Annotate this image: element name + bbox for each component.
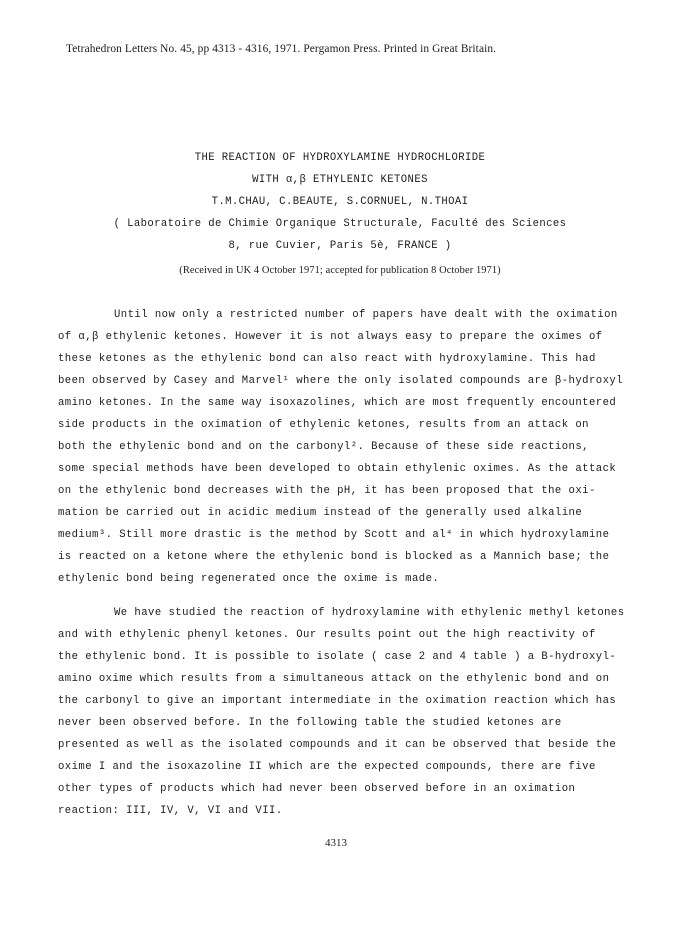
text-line: the carbonyl to give an important intermediate in the oximation reaction which has — [58, 695, 617, 707]
text-line: other types of products which had never been observed before in an oximation — [58, 783, 576, 795]
affiliation-line-2: 8, rue Cuvier, Paris 5è, FRANCE ) — [228, 240, 452, 252]
text-line: some special methods have been developed to obtain ethylenic oximes. As the attack — [58, 463, 617, 475]
page-number: 4313 — [325, 837, 347, 849]
text-line: amino ketones. In the same way isoxazolines, which are most frequently encountered — [58, 397, 617, 409]
text-line: is reacted on a ketone where the ethylenic bond is blocked as a Mannich base; the — [58, 551, 610, 563]
text-line: both the ethylenic bond and on the carbonyl². Because of these side reactions, — [58, 441, 589, 453]
text-line: ethylenic bond being regenerated once the oxime is made. — [58, 573, 440, 585]
text-line: reaction: III, IV, V, VI and VII. — [58, 805, 283, 817]
text-line: the ethylenic bond. It is possible to isolate ( case 2 and 4 table ) a B-hydroxyl- — [58, 651, 617, 663]
text-line: oxime I and the isoxazoline II which are the expected compounds, there are five — [58, 761, 596, 773]
text-line: presented as well as the isolated compounds and it can be observed that beside the — [58, 739, 617, 751]
text-line: been observed by Casey and Marvel¹ where the only isolated compounds are β-hydroxyl — [58, 375, 624, 387]
text-line: of α,β ethylenic ketones. However it is not always easy to prepare the oximes of — [58, 331, 603, 343]
article-title-line-2: WITH α,β ETHYLENIC KETONES — [252, 174, 428, 186]
text-line: amino oxime which results from a simultaneous attack on the ethylenic bond and on — [58, 673, 610, 685]
text-line: mation be carried out in acidic medium instead of the generally used alkaline — [58, 507, 583, 519]
text-line: and with ethylenic phenyl ketones. Our results point out the high reactivity of — [58, 629, 596, 641]
article-title-line-1: THE REACTION OF HYDROXYLAMINE HYDROCHLORIDE — [194, 152, 486, 164]
journal-citation-line: Tetrahedron Letters No. 45, pp 4313 - 4316, 1971. Pergamon Press. Printed in Great Britain. — [66, 43, 497, 55]
text-line: side products in the oximation of ethylenic ketones, results from an attack on — [58, 419, 589, 431]
text-line: Until now only a restricted number of papers have dealt with the oximation — [114, 309, 618, 321]
text-line: never been observed before. In the following table the studied ketones are — [58, 717, 562, 729]
author-list: T.M.CHAU, C.BEAUTE, S.CORNUEL, N.THOAI — [211, 196, 469, 208]
text-line: these ketones as the ethylenic bond can also react with hydroxylamine. This had — [58, 353, 596, 365]
received-dates: (Received in UK 4 October 1971; accepted for publication 8 October 1971) — [179, 265, 501, 276]
text-line: We have studied the reaction of hydroxylamine with ethylenic methyl ketones — [114, 607, 625, 619]
text-line: medium³. Still more drastic is the method by Scott and al⁴ in which hydroxylamine — [58, 529, 610, 541]
affiliation-line-1: ( Laboratoire de Chimie Organique Structurale, Faculté des Sciences — [113, 218, 567, 230]
text-line: on the ethylenic bond decreases with the pH, it has been proposed that the oxi- — [58, 485, 596, 497]
